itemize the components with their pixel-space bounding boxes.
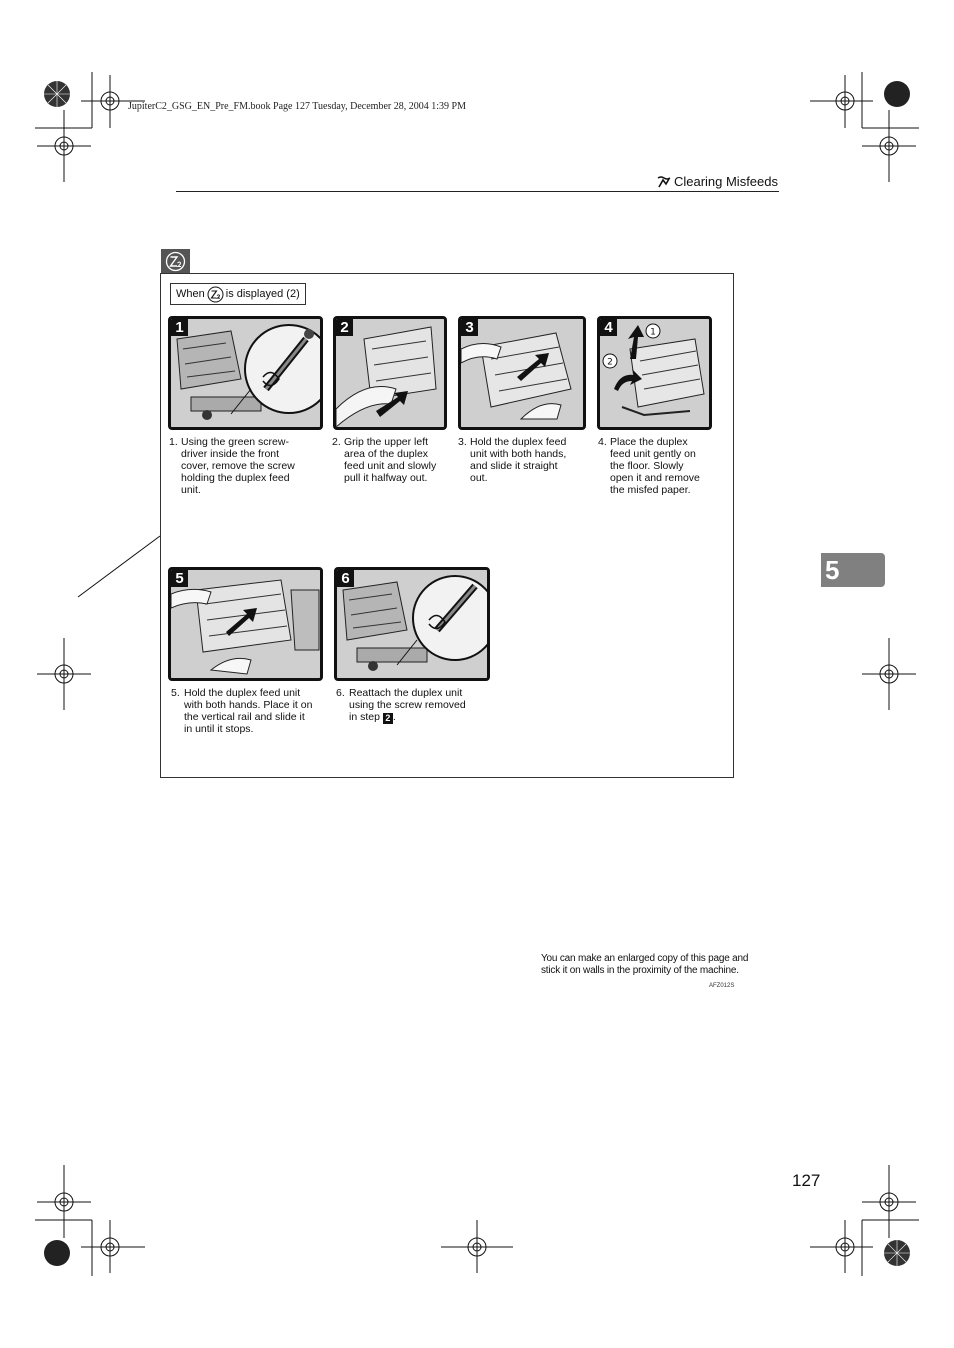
slide-out-illustration — [461, 319, 583, 427]
header-rule — [176, 191, 779, 192]
step-5-caption-number: 5. — [171, 687, 180, 699]
step-6-last-suffix: . — [392, 711, 396, 723]
step-1-line: unit. — [181, 484, 201, 496]
chapter-tab: 5 — [821, 553, 885, 587]
step-1-illustration — [168, 316, 323, 430]
step-5-line: the vertical rail and slide it — [184, 711, 305, 723]
step-4-illustration — [597, 316, 712, 430]
screw-removal-illustration — [171, 319, 320, 427]
step-5-caption — [171, 687, 331, 737]
step-6-number: 6 — [337, 570, 354, 587]
step-6-caption-number: 6. — [336, 687, 345, 699]
step-4-line: the misfed paper. — [610, 484, 691, 496]
step-6-caption — [336, 687, 486, 727]
step-2-line: Grip the upper left — [344, 436, 429, 448]
step-6-last-line — [349, 711, 486, 724]
figure-code: AFZ012S — [709, 983, 735, 989]
step-2-illustration — [333, 316, 447, 430]
step-1-line: cover, remove the screw — [181, 460, 295, 472]
step-2-number: 2 — [336, 319, 353, 336]
section-title-text: Clearing Misfeeds — [673, 174, 778, 189]
z2-indicator-icon — [161, 249, 190, 274]
step-5-number: 5 — [171, 570, 188, 587]
step-4-line: open it and remove — [610, 472, 700, 484]
reattach-screw-illustration — [337, 570, 487, 678]
print-header: JupiterC2_GSG_EN_Pre_FM.book Page 127 Tuesday, December 28, 2004 1:39 PM — [128, 101, 466, 112]
step-6-last-prefix: in step — [349, 711, 380, 723]
when-suffix: is displayed (2) — [225, 288, 300, 300]
step-5-illustration — [168, 567, 323, 681]
note-line-2: stick it on walls in the proximity of the machine. — [541, 965, 739, 976]
step-4-caption — [598, 436, 728, 498]
step-1-caption — [169, 436, 319, 498]
step-2-caption — [332, 436, 452, 486]
when-displayed-label — [170, 283, 306, 305]
svg-text:2: 2 — [607, 357, 613, 368]
step-4-callouts — [700, 432, 701, 433]
step-1-line: Using the green screw- — [181, 436, 289, 448]
step-4-line: the floor. Slowly — [610, 460, 684, 472]
step-4-line: Place the duplex — [610, 436, 688, 448]
step-1-caption-number: 1. — [169, 436, 178, 448]
step-6-illustration — [334, 567, 490, 681]
step-3-line: Hold the duplex feed — [470, 436, 567, 448]
step-6-line: Reattach the duplex unit — [349, 687, 463, 699]
step-2-line: pull it halfway out. — [344, 472, 428, 484]
step-3-illustration — [458, 316, 586, 430]
note-line-1: You can make an enlarged copy of this page and — [541, 953, 749, 964]
step-2-line: area of the duplex — [344, 448, 429, 460]
step-5-line: Hold the duplex feed unit — [184, 687, 301, 699]
step-3-line: out. — [470, 472, 488, 484]
step-3-number: 3 — [461, 319, 478, 336]
step-3-caption-number: 3. — [458, 436, 467, 448]
section-title — [657, 174, 778, 189]
step-5-line: with both hands. Place it on — [184, 699, 313, 711]
step-3-line: and slide it straight — [470, 460, 558, 472]
step-4-number: 4 — [600, 319, 617, 336]
step-reference-badge: 2 — [383, 713, 393, 724]
slide-in-illustration — [171, 570, 320, 678]
step-3-line: unit with both hands, — [470, 448, 567, 460]
z2-badge — [161, 249, 190, 274]
step-1-line: holding the duplex feed — [181, 472, 290, 484]
step-1-number: 1 — [171, 319, 188, 336]
step-2-line: feed unit and slowly — [344, 460, 437, 472]
step-1-line: driver inside the front — [181, 448, 280, 460]
step-4-line: feed unit gently on — [610, 448, 696, 460]
step-5-line: in until it stops. — [184, 723, 254, 735]
step-3-caption — [458, 436, 588, 486]
paper-jam-icon — [657, 176, 671, 188]
when-prefix: When — [176, 288, 205, 300]
page-number: 127 — [792, 1171, 821, 1190]
step-6-line: using the screw removed — [349, 699, 466, 711]
z2-small-icon — [207, 286, 224, 303]
step-2-caption-number: 2. — [332, 436, 341, 448]
step-4-caption-number: 4. — [598, 436, 607, 448]
enlarge-copy-note — [541, 953, 751, 977]
svg-text:1: 1 — [650, 327, 656, 338]
